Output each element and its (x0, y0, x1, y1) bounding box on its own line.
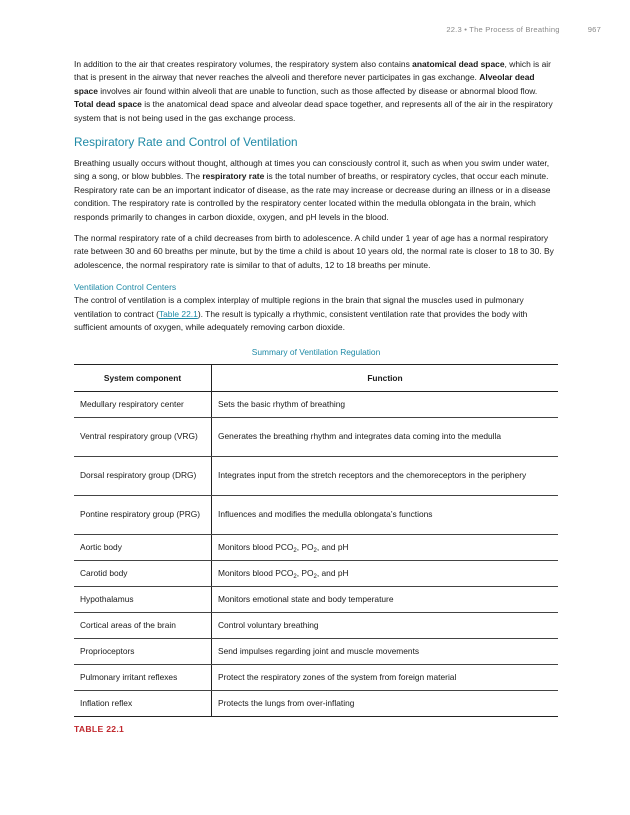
table-row (74, 417, 558, 456)
component-cell: Hypothalamus (74, 586, 212, 612)
table-label: TABLE 22.1 (74, 723, 125, 734)
column-header-component: System component (74, 364, 212, 391)
table-row (74, 456, 558, 495)
function-cell: Protects the lungs from over-inflating (218, 697, 355, 708)
term-alveolar-dead-space: Alveolar dead space (74, 72, 535, 96)
table-reference-link[interactable]: Table 22.1 (158, 308, 198, 319)
ventilation-table (74, 364, 558, 717)
function-cell: Monitors blood $PCO_2$, $PO_2$, and pH (212, 560, 559, 586)
table-row (74, 690, 558, 716)
section-heading: Respiratory Rate and Control of Ventilation (74, 135, 298, 150)
table-row (74, 560, 558, 586)
component-cell: Ventral respiratory group (VRG) (74, 417, 212, 456)
subsection-heading: Ventilation Control Centers (74, 282, 177, 293)
component-cell: Dorsal respiratory group (DRG) (74, 456, 212, 495)
component-cell: Pulmonary irritant reflexes (74, 664, 212, 690)
page-number: 967 (587, 25, 601, 34)
function-cell: Monitors blood $PCO_2$, $PO_2$, and pH (212, 534, 559, 560)
intro-paragraph: In addition to the air that creates respiratory volumes, the respiratory system also contains anatomical dead space, which is air that is present in the airway that never reaches the alveoli and therefore never participates in gas exchange. Alveolar dead space involves air found within alveoli that are unable to function, such as those affected by disease or abnormal blood flow. Total dead space is the anatomical dead space and alveolar dead space together, and represents all of the air in the respiratory system that is not being used in the gas exchange process. (74, 59, 553, 123)
running-head (446, 25, 601, 34)
respiratory-rate-paragraph: Breathing usually occurs without thought, although at times you can consciously control it, such as when you swim under water, sing a song, or blow bubbles. The respiratory rate is the total number of breaths, or respiratory cycles, that occur each minute. Respiratory rate can be an important indicator of disease, as the rate may increase or decrease during an illness or in a disease condition. The respiratory rate is controlled by the respiratory center located within the medulla oblongata in the brain, which responds primarily to changes in carbon dioxide, oxygen, and pH levels in the blood. (74, 158, 551, 222)
function-cell: Sets the basic rhythm of breathing (212, 391, 559, 417)
table-row (74, 612, 558, 638)
component-cell: Inflation reflex (74, 690, 212, 716)
component-cell: Carotid body (74, 560, 212, 586)
table-row (74, 391, 558, 417)
function-cell: Control voluntary breathing (212, 612, 559, 638)
component-cell: Medullary respiratory center (74, 391, 212, 417)
component-cell: Aortic body (74, 534, 212, 560)
table-row (74, 534, 558, 560)
component-cell: Cortical areas of the brain (74, 612, 212, 638)
term-anatomical-dead-space: anatomical dead space (412, 59, 505, 69)
child-rate-paragraph: The normal respiratory rate of a child decreases from birth to adolescence. A child under 1 year of age has a normal respiratory rate between 30 and 60 breaths per minute, but by the time a child is about 10 years old, the normal rate is closer to 18 to 30. By adolescence, the normal respiratory rate is similar to that of adults, 12 to 18 breaths per minute. (74, 233, 554, 270)
function-cell: Send impulses regarding joint and muscle movements (212, 638, 559, 664)
function-cell: Generates the breathing rhythm and integrates data coming into the medulla (212, 417, 559, 456)
table-row (74, 638, 558, 664)
table-row (74, 495, 558, 534)
section-title: 22.3 • The Process of Breathing (446, 25, 560, 34)
term-respiratory-rate: respiratory rate (202, 171, 265, 182)
component-cell: Proprioceptors (74, 638, 212, 664)
term-total-dead-space: Total dead space (74, 99, 142, 110)
page-content (74, 58, 558, 734)
function-cell: Monitors emotional state and body temperature (212, 586, 559, 612)
table-row (74, 586, 558, 612)
table-caption: Summary of Ventilation Regulation (251, 346, 381, 357)
function-cell: Influences and modifies the medulla oblongata’s functions (212, 495, 559, 534)
table-row (74, 664, 558, 690)
function-cell: Protect the respiratory zones of the system from foreign material (212, 664, 559, 690)
function-cell: Integrates input from the stretch receptors and the chemoreceptors in the periphery (212, 456, 559, 495)
component-cell: Pontine respiratory group (PRG) (74, 495, 212, 534)
control-paragraph: The control of ventilation is a complex interplay of multiple regions in the brain that signal the muscles used in pulmonary ventilation to contract (Table 22.1). The result is typically a rhythmic, consistent ventilation rate that provides the body with sufficient amounts of oxygen, while adequately removing carbon dioxide. (74, 295, 528, 333)
column-header-function: Function (212, 364, 559, 391)
